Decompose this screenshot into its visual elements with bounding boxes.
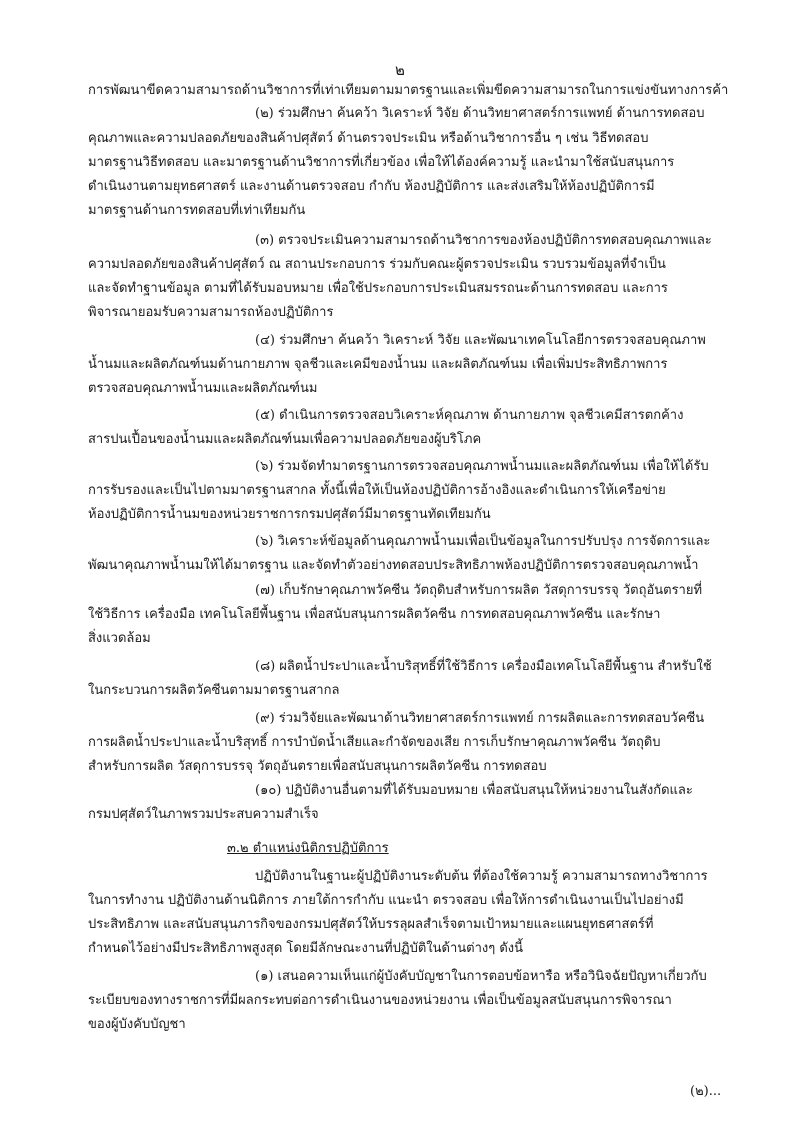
text-line: พิจารณายอมรับความสามารถห้องปฏิบัติการ [88, 305, 334, 320]
section-heading: ๓.๒ ตำแหน่งนิติกรปฏิบัติการ [227, 841, 389, 856]
text-line: ในการทำงาน ปฏิบัติงานด้านนิติการ ภายใต้การกำกับ แนะนำ ตรวจสอบ เพื่อให้การดำเนินงานเป็นไปอย่างมี [88, 893, 684, 908]
text-line: (๔) ร่วมศึกษา ค้นคว้า วิเคราะห์ วิจัย และพัฒนาเทคโนโลยีการตรวจสอบคุณภาพ [255, 333, 706, 348]
text-line: ประสิทธิภาพ และสนับสนุนภารกิจของกรมปศุสัตว์ให้บรรลุผลสำเร็จตามเป้าหมายและแผนยุทธศาสตร์ที่ [88, 917, 654, 932]
text-line: (๖) วิเคราะห์ข้อมูลด้านคุณภาพน้ำนมเพื่อเป็นข้อมูลในการปรับปรุง การจัดการและ [255, 534, 711, 549]
text-line: กรมปศุสัตว์ในภาพรวมประสบความสำเร็จ [88, 807, 319, 822]
text-line: ปฏิบัติงานในฐานะผู้ปฏิบัติงานระดับต้น ที่ต้องใช้ความรู้ ความสามารถทางวิชาการ [255, 869, 708, 884]
text-line: (๙) ร่วมวิจัยและพัฒนาด้านวิทยาศาสตร์การแพทย์ การผลิตและการทดสอบวัคซีน [255, 711, 705, 726]
text-line: ความปลอดภัยของสินค้าปศุสัตว์ ณ สถานประกอบการ ร่วมกับคณะผู้ตรวจประเมิน รวบรวมข้อมูลที่จำเป็น [88, 257, 666, 272]
text-line: ระเบียบของทางราชการที่มีผลกระทบต่อการดำเนินงานของหน่วยงาน เพื่อเป็นข้อมูลสนับสนุนการพิจารณา [88, 993, 672, 1008]
text-line: การผลิตน้ำประปาและน้ำบริสุทธิ์ การบำบัดน้ำเสียและกำจัดของเสีย การเก็บรักษาคุณภาพวัคซีน วัตถุดิบ [88, 735, 661, 750]
page-number: ๒ [395, 61, 405, 79]
text-line: ตรวจสอบคุณภาพน้ำนมและผลิตภัณฑ์นม [88, 381, 318, 396]
text-line: สารปนเปื้อนของน้ำนมและผลิตภัณฑ์นมเพื่อความปลอดภัยของผู้บริโภค [88, 432, 482, 447]
text-line: การรับรองและเป็นไปตามมาตรฐานสากล ทั้งนี้เพื่อให้เป็นห้องปฏิบัติการอ้างอิงและดำเนินการให้เครือข่าย [88, 483, 666, 498]
text-line: ในกระบวนการผลิตวัคซีนตามมาตรฐานสากล [88, 683, 340, 698]
text-line: มาตรฐานวิธีทดสอบ และมาตรฐานด้านวิชาการที่เกี่ยวข้อง เพื่อให้ได้องค์ความรู้ และนำมาใช้สนับสนุนการ [88, 155, 675, 170]
text-line: (๑๐) ปฏิบัติงานอื่นตามที่ได้รับมอบหมาย เพื่อสนับสนุนให้หน่วยงานในสังกัดและ [255, 783, 693, 798]
text-line: ดำเนินงานตามยุทธศาสตร์ และงานด้านตรวจสอบ กำกับ ห้องปฏิบัติการ และส่งเสริมให้ห้องปฏิบัติการมี [88, 179, 655, 194]
text-line: ห้องปฏิบัติการน้ำนมของหน่วยราชการกรมปศุสัตว์มีมาตรฐานทัดเทียมกัน [88, 507, 491, 522]
continuation-reference: (๒)... [690, 1084, 722, 1099]
text-line: (๖) ร่วมจัดทำมาตรฐานการตรวจสอบคุณภาพน้ำนมและผลิตภัณฑ์นม เพื่อให้ได้รับ [255, 459, 709, 474]
text-line: สิ่งแวดล้อม [88, 631, 151, 646]
text-line: คุณภาพและความปลอดภัยของสินค้าปศุสัตว์ ด้านตรวจประเมิน หรือด้านวิชาการอื่น ๆ เช่น วิธีทดสอบ [88, 131, 649, 146]
text-line: (๒) ร่วมศึกษา ค้นคว้า วิเคราะห์ วิจัย ด้านวิทยาศาสตร์การแพทย์ ด้านการทดสอบ [255, 106, 705, 121]
text-line: (๑) เสนอความเห็นแก่ผู้บังคับบัญชาในการตอบข้อหารือ หรือวินิจฉัยปัญหาเกี่ยวกับ [255, 969, 707, 984]
text-line: พัฒนาคุณภาพน้ำนมให้ได้มาตรฐาน และจัดทำตัวอย่างทดสอบประสิทธิภาพห้องปฏิบัติการตรวจสอบคุณภาพน้ำ [88, 558, 699, 573]
text-line: (๕) ดำเนินการตรวจสอบวิเคราะห์คุณภาพ ด้านกายภาพ จุลชีวเคมีสารตกค้าง [255, 408, 684, 423]
text-line: และจัดทำฐานข้อมูล ตามที่ได้รับมอบหมาย เพื่อใช้ประกอบการประเมินสมรรถนะด้านการทดสอบ และการ [88, 281, 668, 296]
text-line: กำหนดไว้อย่างมีประสิทธิภาพสูงสุด โดยมีลักษณะงานที่ปฏิบัติในด้านต่างๆ ดังนี้ [88, 941, 524, 956]
text-line: (๗) เก็บรักษาคุณภาพวัคซีน วัตถุดิบสำหรับการผลิต วัสดุการบรรจุ วัตถุอันตรายที่ [255, 583, 703, 598]
text-line: (๓) ตรวจประเมินความสามารถด้านวิชาการของห้องปฏิบัติการทดสอบคุณภาพและ [255, 233, 712, 248]
text-line: การพัฒนาขีดความสามารถด้านวิชาการที่เท่าเทียมตามมาตรฐานและเพิ่มขีดความสามารถในการแข่งขันทางการค้า [88, 83, 729, 98]
text-line: ใช้วิธีการ เครื่องมือ เทคโนโลยีพื้นฐาน เพื่อสนับสนุนการผลิตวัคซีน การทดสอบคุณภาพวัคซีน และรักษา [88, 607, 661, 622]
text-line: ของผู้บังคับบัญชา [88, 1017, 186, 1032]
text-line: สำหรับการผลิต วัสดุการบรรจุ วัตถุอันตรายเพื่อสนับสนุนการผลิตวัคซีน การทดสอบ [88, 759, 547, 774]
text-line: มาตรฐานด้านการทดสอบที่เท่าเทียมกัน [88, 203, 306, 218]
text-line: (๘) ผลิตน้ำประปาและน้ำบริสุทธิ์ที่ใช้วิธีการ เครื่องมือเทคโนโลยีพื้นฐาน สำหรับใช้ [255, 659, 712, 674]
text-line: น้ำนมและผลิตภัณฑ์นมด้านกายภาพ จุลชีวและเคมีของน้ำนม และผลิตภัณฑ์นม เพื่อเพิ่มประสิทธิภาพการ [88, 357, 668, 372]
